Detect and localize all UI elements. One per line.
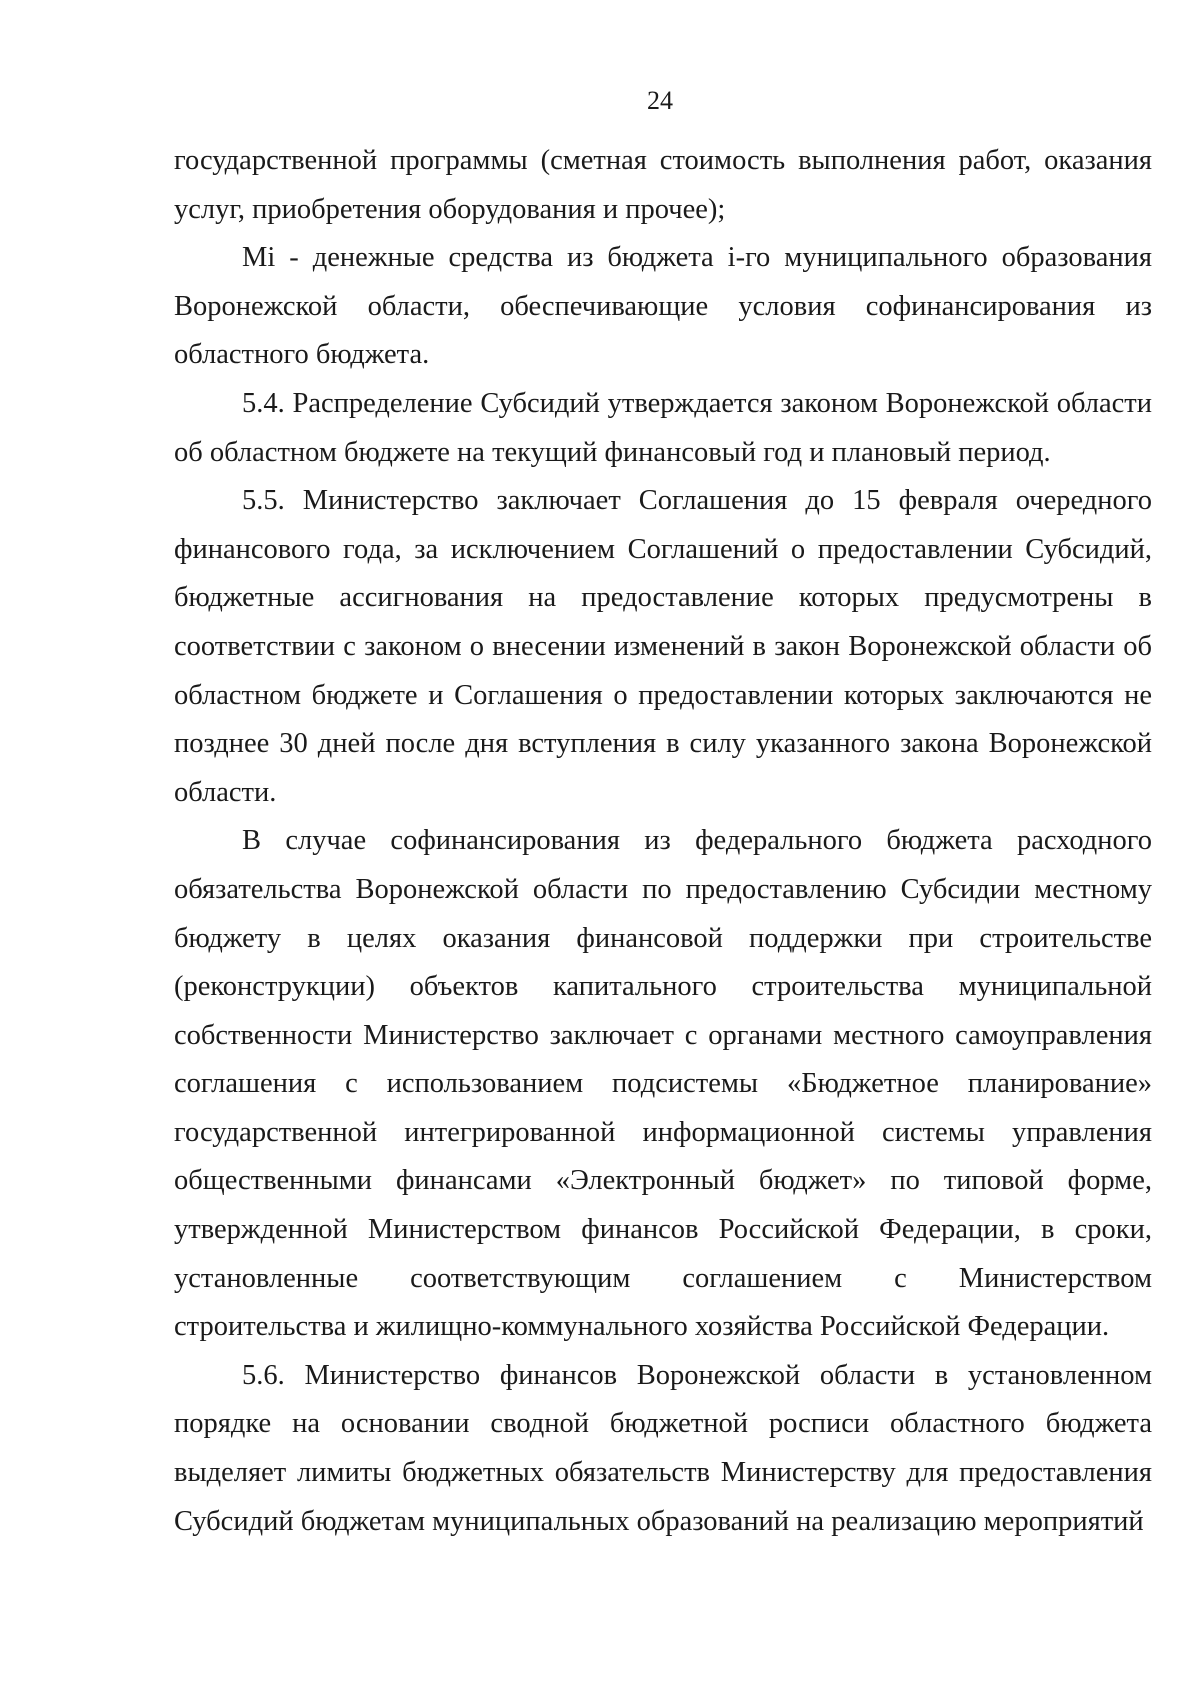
paragraph-5-5: 5.5. Министерство заключает Соглашения до 15 февраля очередного финансового года, за исключением Соглашений о предоставлении Субсидий, бюджетные ассигнования на предоставление которых предусмотрены в соответствии с законом о внесении изменений в закон Воронежской области об областном бюджете и Соглашения о предоставлении которых заключаются не позднее 30 дней после дня вступления в силу указанного закона Воронежской области. bbox=[174, 485, 1152, 808]
paragraph-5-4: 5.4. Распределение Субсидий утверждается законом Воронежской области об областном бюджете на текущий финансовый год и плановый период. bbox=[174, 387, 1152, 468]
paragraph-continuation: государственной программы (сметная стоимость выполнения работ, оказания услуг, приобретения оборудования и прочее); bbox=[174, 145, 1152, 225]
paragraph-mi-definition: Mi - денежные средства из бюджета i-го муниципального образования Воронежской области, обеспечивающие условия софинансирования из областного бюджета. bbox=[174, 242, 1152, 371]
paragraph-federal-cofinancing: В случае софинансирования из федерального бюджета расходного обязательства Воронежской области по предоставлению Субсидии местному бюджету в целях оказания финансовой поддержки при строительстве (реконструкции) объектов капитального строительства муниципальной собственности Министерство заключает с органами местного самоуправления соглашения с использованием подсистемы «Бюджетное планирование» государственной интегрированной информационной системы управления общественными финансами «Электронный бюджет» по типовой форме, утвержденной Министерством финансов Российской Федерации, в сроки, установленные соответствующим соглашением с Министерством строительства и жилищно-коммунального хозяйства Российской Федерации. bbox=[174, 825, 1152, 1343]
page-number: 24 bbox=[647, 86, 673, 115]
paragraph-5-6: 5.6. Министерство финансов Воронежской области в установленном порядке на основании сводной бюджетной росписи областного бюджета выделяет лимиты бюджетных обязательств Министерству для предоставления Субсидий бюджетам муниципальных образований на реализацию мероприятий bbox=[174, 1359, 1152, 1537]
document-body bbox=[174, 137, 1152, 1546]
